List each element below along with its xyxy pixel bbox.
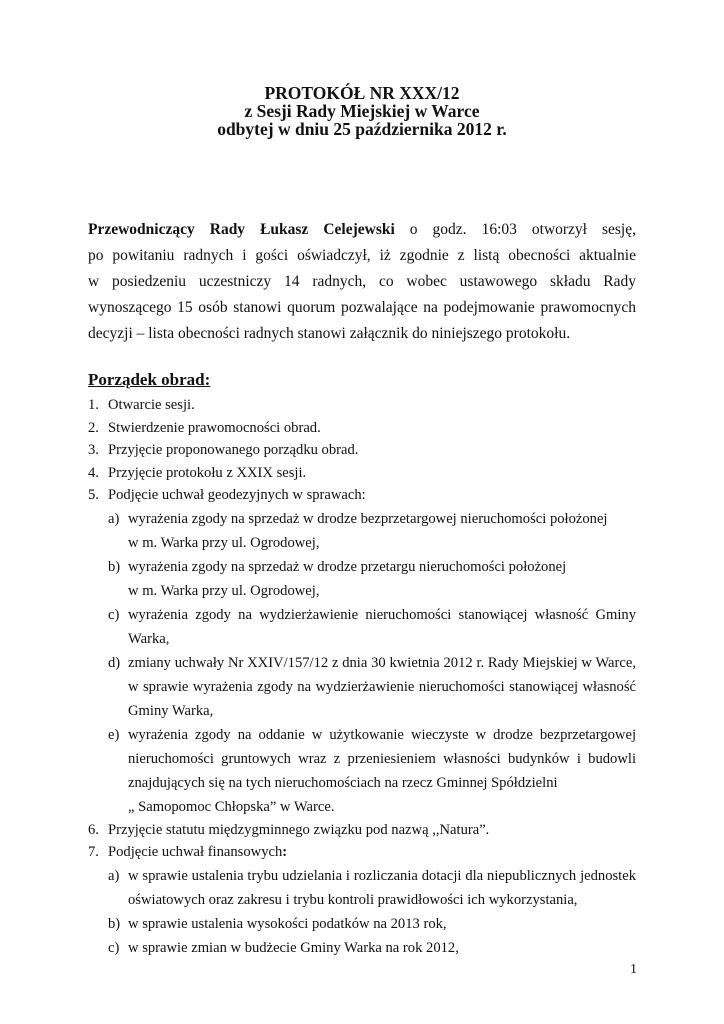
agenda-subitem: b) w sprawie ustalenia wysokości podatków na 2013 rok, (108, 915, 447, 932)
intro-line: decyzji – lista obecności radnych stanowi załącznik do niniejszego protokołu. (88, 325, 571, 342)
agenda-subitem: d) zmiany uchwały Nr XXIV/157/12 z dnia 30 kwietnia 2012 r. Rady Miejskiej w Warce, w sprawie wyrażenia zgody na wydzierżawienie nieruchomości stanowiącej własność Gminy Warka, (108, 654, 636, 719)
agenda-item: 6. Przyjęcie statutu międzygminnego związku pod nazwą ,,Natura”. (88, 821, 490, 838)
agenda-item: 5. Podjęcie uchwał geodezyjnych w sprawach: (88, 487, 366, 503)
agenda-item: 7. Podjęcie uchwał finansowych: (88, 844, 288, 860)
agenda-subitem: a) wyrażenia zgody na sprzedaż w drodze bezprzetargowej nieruchomości położonej w m. Warka przy ul. Ogrodowej, (108, 510, 608, 551)
document-title (88, 84, 636, 138)
agenda-item: 1. Otwarcie sesji. (88, 397, 195, 413)
intro-line: wynoszącego 15 osób stanowi quorum pozwalające na podejmowanie prawomocnych (88, 299, 636, 316)
agenda-subitem: e) wyrażenia zgody na oddanie w użytkowanie wieczyste w drodze bezprzetargowej nieruchomości gruntowych wraz z przeniesieniem własności budynków i budowli znajdujących się na tych nieruchomościach na rzecz Gminnej Spółdzielni „ Samopomoc Chłopska” w Warce. (108, 726, 636, 815)
agenda-subitem: b) wyrażenia zgody na sprzedaż w drodze przetargu nieruchomości położonej w m. Warka przy ul. Ogrodowej, (108, 558, 567, 599)
agenda-list (88, 394, 636, 960)
title-line: z Sesji Rady Miejskiej w Warce (244, 101, 480, 121)
agenda-item: 4. Przyjęcie protokołu z XXIX sesji. (88, 464, 307, 481)
agenda-subitem: c) w sprawie zmian w budżecie Gminy Warka na rok 2012, (108, 939, 459, 956)
title-line: PROTOKÓŁ NR XXX/12 (264, 83, 460, 103)
agenda-subitem: c) wyrażenia zgody na wydzierżawienie nieruchomości stanowiącej własność Gminy Warka, (108, 606, 636, 647)
agenda-item: 2. Stwierdzenie prawomocności obrad. (88, 419, 321, 436)
intro-paragraph (88, 217, 636, 347)
agenda-heading: Porządek obrad: (88, 370, 211, 389)
document-page (88, 84, 636, 960)
agenda-item: 3. Przyjęcie proponowanego porządku obrad. (88, 442, 359, 458)
intro-line: po powitaniu radnych i gości oświadczył, iż zgodnie z listą obecności aktualnie (88, 247, 636, 264)
page-number: 1 (630, 962, 637, 977)
intro-line: Przewodniczący Rady Łukasz Celejewski o godz. 16:03 otworzył sesję, (88, 221, 636, 238)
agenda-subitem: a) w sprawie ustalenia trybu udzielania i rozliczania dotacji dla niepublicznych jednostek oświatowych oraz zakresu i trybu kontroli prawidłowości ich wykorzystania, (108, 867, 636, 908)
intro-line: w posiedzeniu uczestniczy 14 radnych, co wobec ustawowego składu Rady (88, 273, 636, 290)
chairman-name: Przewodniczący Rady Łukasz Celejewski (88, 221, 395, 238)
title-line: odbytej w dniu 25 października 2012 r. (217, 119, 507, 139)
